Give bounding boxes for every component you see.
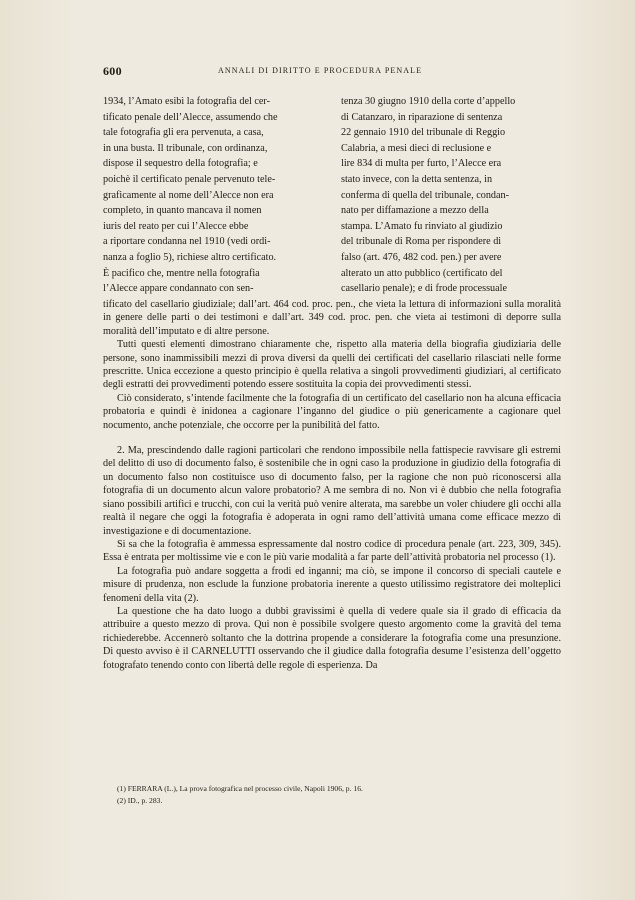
right-line: lire 834 di multa per furto, l’Alecce era (341, 158, 502, 170)
left-line: l’Alecce appare condannato con sen- (103, 283, 254, 295)
body-paragraph: Tutti questi elementi dimostrano chiaramente che, rispetto alla materia della biografia giudiziaria delle persone, sono inammissibili mezzi di prova diversi da quelli dei certificati del casellario rilasciati nelle forme prescritte. Unica eccezione a questo principio è quella relativa a singoli provvedimenti giudiziari, al certificato degli estratti dei provvedimenti potendo essere sostituita la copia dei provvedimenti stessi. (103, 339, 561, 391)
left-line: graficamente al nome dell’Alecce non era (103, 189, 274, 201)
body-paragraph: La fotografia può andare soggetta a frodi ed inganni; ma ciò, se impone il concorso di speciali cautele e misure di prudenza, non esclude la funzione probatoria inerente a questo utilissimo registratore dei molteplici fenomeni della vita (2). (103, 565, 561, 604)
body-paragraph: La questione che ha dato luogo a dubbi gravissimi è quella di vedere quale sia il grado di efficacia da attribuire a questo mezzo di prova. Qui non è possibile svolgere questo argomento come la gravità del tema richiederebbe. Accennerò soltanto che la dottrina propende a considerare la fotografia come una presunzione. Di questo avviso è il CARNELUTTI osservando che il giudice dalla fotografia desume l’esistenza dell’oggetto fotografato tenendo conto con libertà delle regole di esperienza. Da (103, 605, 561, 671)
right-line: tenza 30 giugno 1910 della corte d’appello (341, 96, 516, 107)
footnotes (117, 783, 557, 806)
right-column (341, 94, 561, 297)
right-line: 22 gennaio 1910 del tribunale di Reggio (341, 127, 506, 139)
main-body (103, 298, 561, 672)
right-line: casellario penale); e di frode processuale (341, 283, 508, 295)
right-line: alterato un atto pubblico (certificato del (341, 267, 503, 279)
right-line: di Catanzaro, in riparazione di sentenza (341, 111, 503, 123)
right-line: del tribunale di Roma per rispondere di (341, 236, 502, 248)
footnote-2: (2) ID., p. 283. (117, 795, 163, 805)
left-line: iuris del reato per cui l’Alecce ebbe (103, 220, 249, 232)
page-number: 600 (103, 64, 122, 78)
left-line: poichè il certificato penale pervenuto tele- (103, 173, 276, 185)
body-paragraph: tificato del casellario giudiziale; dall’art. 464 cod. proc. pen., che vieta la lettura di informazioni sulla moralità in genere delle parti o dei testimoni e dall’art. 349 cod. proc. pen. che vieta ai testimoni di deporre sulla moralità dell’imputato e di altre persone. (103, 299, 561, 337)
two-column-quote (103, 94, 561, 295)
running-title: ANNALI DI DIRITTO E PROCEDURA PENALE (218, 66, 423, 75)
footnote-1: (1) FERRARA (L.), La prova fotografica nel processo civile, Napoli 1906, p. 16. (117, 784, 363, 793)
right-line: nato per diffamazione a mezzo della (341, 205, 489, 217)
right-line: stato invece, con la detta sentenza, in (341, 173, 493, 185)
left-line: tificato penale dell’Alecce, assumendo che (103, 111, 278, 123)
running-header (103, 64, 558, 80)
right-line: Calabria, a mesi dieci di reclusione e (341, 142, 492, 154)
body-paragraph: Si sa che la fotografia è ammessa espressamente dal nostro codice di procedura penale (art. 223, 309, 345). Essa è entrata per moltissime vie e con le più varie modalità a far parte dell’attività probatoria nel processo (1). (103, 538, 561, 564)
right-line: conferma di quella del tribunale, condan- (341, 189, 510, 201)
body-paragraph: Ciò considerato, s’intende facilmente che la fotografia di un certificato del casellario non ha alcuna efficacia probatoria e quindi è inidonea a cagionare l’inganno del giudice o più genericamente a cagionare quel nocumento, anche potenziale, che occorre per la punibilità del fatto. (103, 392, 561, 431)
left-line: tale fotografia gli era pervenuta, a casa, (103, 127, 264, 139)
section-2-paragraph: 2. Ma, prescindendo dalle ragioni particolari che rendono impossibile nella fattispecie ravvisare gli estremi del delitto di uso di documento falso, è sostenibile che in ogni caso la produzione in giudizio della fotografia di un documento falso non costituisce uso di documento falso, per la ragione che non può riconoscersi alla fotografia di un documento alcun valore probatorio? A me sembra di no. Non vi è dubbio che nella fotografia siano possibili artifici e trucchi, con cui la verità può venire alterata, ma sarebbe un voler chiudere gli occhi alla realtà il negare che oggi la fotografia è adoperata in ogni ramo dell’attività umana come efficace mezzo di investigazione e di documentazione. (103, 445, 561, 537)
left-column (103, 94, 323, 297)
left-line: a riportare condanna nel 1910 (vedi ordi- (103, 236, 271, 248)
left-line: completo, in quanto mancava il nomen (103, 205, 262, 217)
left-line: dispose il sequestro della fotografia; e (103, 158, 258, 170)
left-line: È pacifico che, mentre nella fotografia (103, 267, 260, 279)
left-line: nanza a foglio 5), richiese altro certificato. (103, 251, 277, 263)
left-line: 1934, l’Amato esibì la fotografia del cer- (103, 96, 270, 107)
right-line: falso (art. 476, 482 cod. pen.) per avere (341, 251, 502, 263)
right-line: stampa. L’Amato fu rinviato al giudizio (341, 220, 503, 232)
left-line: in una busta. Il tribunale, con ordinanza, (103, 142, 268, 154)
